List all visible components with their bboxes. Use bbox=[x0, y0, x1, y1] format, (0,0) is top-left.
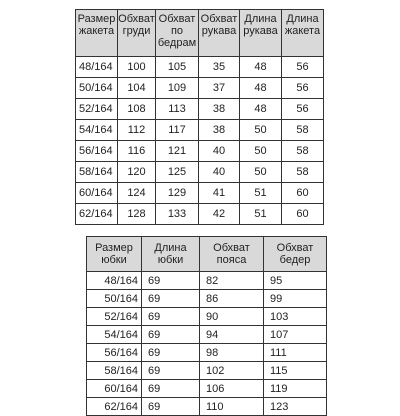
jacket-table-cell: 37 bbox=[199, 78, 240, 99]
jacket-header-cell: Длина рукава bbox=[240, 10, 282, 57]
skirt-table-cell: 86 bbox=[200, 290, 264, 308]
jacket-table-row bbox=[76, 99, 324, 120]
jacket-header-cell: Обхват по бедрам bbox=[156, 10, 199, 57]
jacket-table-cell: 58 bbox=[282, 120, 324, 141]
skirt-table-cell: 111 bbox=[264, 344, 327, 362]
skirt-header-cell: Размер юбки bbox=[87, 237, 142, 272]
skirt-table-cell: 95 bbox=[264, 272, 327, 290]
jacket-table-cell: 56 bbox=[282, 99, 324, 120]
skirt-table-cell: 62/164 bbox=[87, 398, 142, 416]
jacket-table-cell: 113 bbox=[156, 99, 199, 120]
jacket-table-row bbox=[76, 204, 324, 225]
skirt-table-cell: 58/164 bbox=[87, 362, 142, 380]
jacket-table-cell: 124 bbox=[118, 183, 156, 204]
skirt-table-cell: 82 bbox=[200, 272, 264, 290]
jacket-table-cell: 38 bbox=[199, 99, 240, 120]
skirt-table-cell: 69 bbox=[142, 398, 200, 416]
jacket-table-cell: 116 bbox=[118, 141, 156, 162]
skirt-table-row bbox=[87, 308, 327, 326]
skirt-table-cell: 52/164 bbox=[87, 308, 142, 326]
jacket-table-cell: 60/164 bbox=[76, 183, 118, 204]
skirt-header-row bbox=[87, 237, 327, 272]
jacket-table-cell: 40 bbox=[199, 141, 240, 162]
skirt-table-cell: 119 bbox=[264, 380, 327, 398]
jacket-table-cell: 50/164 bbox=[76, 78, 118, 99]
skirt-table-row bbox=[87, 272, 327, 290]
skirt-table-cell: 54/164 bbox=[87, 326, 142, 344]
jacket-table-cell: 60 bbox=[282, 204, 324, 225]
skirt-table-cell: 106 bbox=[200, 380, 264, 398]
skirt-table-cell: 69 bbox=[142, 326, 200, 344]
skirt-table-cell: 56/164 bbox=[87, 344, 142, 362]
jacket-table-cell: 41 bbox=[199, 183, 240, 204]
jacket-table-row bbox=[76, 120, 324, 141]
skirt-header-cell: Обхват бедер bbox=[264, 237, 327, 272]
skirt-table-cell: 110 bbox=[200, 398, 264, 416]
jacket-table-cell: 51 bbox=[240, 204, 282, 225]
jacket-table-cell: 38 bbox=[199, 120, 240, 141]
skirt-table-cell: 60/164 bbox=[87, 380, 142, 398]
jacket-table-cell: 117 bbox=[156, 120, 199, 141]
jacket-table-row bbox=[76, 162, 324, 183]
jacket-table-cell: 128 bbox=[118, 204, 156, 225]
jacket-table-row bbox=[76, 57, 324, 78]
jacket-table-cell: 56 bbox=[282, 57, 324, 78]
jacket-table-cell: 100 bbox=[118, 57, 156, 78]
jacket-header-cell: Размер жакета bbox=[76, 10, 118, 57]
skirt-table-cell: 98 bbox=[200, 344, 264, 362]
jacket-table-cell: 50 bbox=[240, 141, 282, 162]
jacket-table-cell: 105 bbox=[156, 57, 199, 78]
skirt-table-row bbox=[87, 362, 327, 380]
skirt-header-cell: Длина юбки bbox=[142, 237, 200, 272]
skirt-table-cell: 123 bbox=[264, 398, 327, 416]
jacket-table-cell: 50 bbox=[240, 162, 282, 183]
jacket-header-cell: Длина жакета bbox=[282, 10, 324, 57]
skirt-table-cell: 94 bbox=[200, 326, 264, 344]
jacket-header-cell: Обхват рукава bbox=[199, 10, 240, 57]
skirt-table-row bbox=[87, 380, 327, 398]
jacket-table-cell: 35 bbox=[199, 57, 240, 78]
jacket-table-cell: 120 bbox=[118, 162, 156, 183]
jacket-table-cell: 60 bbox=[282, 183, 324, 204]
jacket-table-cell: 104 bbox=[118, 78, 156, 99]
skirt-table-row bbox=[87, 398, 327, 416]
jacket-header-row bbox=[76, 10, 324, 57]
jacket-table-cell: 109 bbox=[156, 78, 199, 99]
skirt-table-cell: 107 bbox=[264, 326, 327, 344]
skirt-header-cell: Обхват пояса bbox=[200, 237, 264, 272]
skirt-table-row bbox=[87, 290, 327, 308]
jacket-table-cell: 112 bbox=[118, 120, 156, 141]
skirt-table-cell: 48/164 bbox=[87, 272, 142, 290]
jacket-table-row bbox=[76, 183, 324, 204]
skirt-table-cell: 99 bbox=[264, 290, 327, 308]
jacket-table-cell: 48 bbox=[240, 78, 282, 99]
jacket-table-cell: 51 bbox=[240, 183, 282, 204]
jacket-table-row bbox=[76, 141, 324, 162]
jacket-table-cell: 56/164 bbox=[76, 141, 118, 162]
skirt-table-cell: 103 bbox=[264, 308, 327, 326]
jacket-header-cell: Обхват груди bbox=[118, 10, 156, 57]
jacket-table-cell: 58/164 bbox=[76, 162, 118, 183]
skirt-table-cell: 115 bbox=[264, 362, 327, 380]
skirt-size-table bbox=[86, 236, 327, 416]
jacket-table-cell: 54/164 bbox=[76, 120, 118, 141]
jacket-table-cell: 108 bbox=[118, 99, 156, 120]
skirt-table-cell: 102 bbox=[200, 362, 264, 380]
jacket-table-cell: 129 bbox=[156, 183, 199, 204]
skirt-table-cell: 90 bbox=[200, 308, 264, 326]
skirt-table-cell: 69 bbox=[142, 272, 200, 290]
jacket-table-cell: 58 bbox=[282, 162, 324, 183]
jacket-table-cell: 48/164 bbox=[76, 57, 118, 78]
jacket-table-cell: 40 bbox=[199, 162, 240, 183]
skirt-table-cell: 69 bbox=[142, 290, 200, 308]
jacket-table-cell: 62/164 bbox=[76, 204, 118, 225]
jacket-table-cell: 58 bbox=[282, 141, 324, 162]
jacket-table-row bbox=[76, 78, 324, 99]
skirt-table-row bbox=[87, 344, 327, 362]
jacket-table-cell: 48 bbox=[240, 57, 282, 78]
skirt-table-cell: 50/164 bbox=[87, 290, 142, 308]
jacket-table-cell: 52/164 bbox=[76, 99, 118, 120]
jacket-size-table bbox=[75, 9, 324, 225]
jacket-table-cell: 121 bbox=[156, 141, 199, 162]
jacket-table-cell: 50 bbox=[240, 120, 282, 141]
skirt-table-cell: 69 bbox=[142, 362, 200, 380]
skirt-table-cell: 69 bbox=[142, 344, 200, 362]
jacket-table-cell: 42 bbox=[199, 204, 240, 225]
jacket-table-cell: 133 bbox=[156, 204, 199, 225]
jacket-table-cell: 125 bbox=[156, 162, 199, 183]
skirt-table-cell: 69 bbox=[142, 308, 200, 326]
skirt-table-row bbox=[87, 326, 327, 344]
skirt-table-cell: 69 bbox=[142, 380, 200, 398]
jacket-table-cell: 48 bbox=[240, 99, 282, 120]
jacket-table-cell: 56 bbox=[282, 78, 324, 99]
